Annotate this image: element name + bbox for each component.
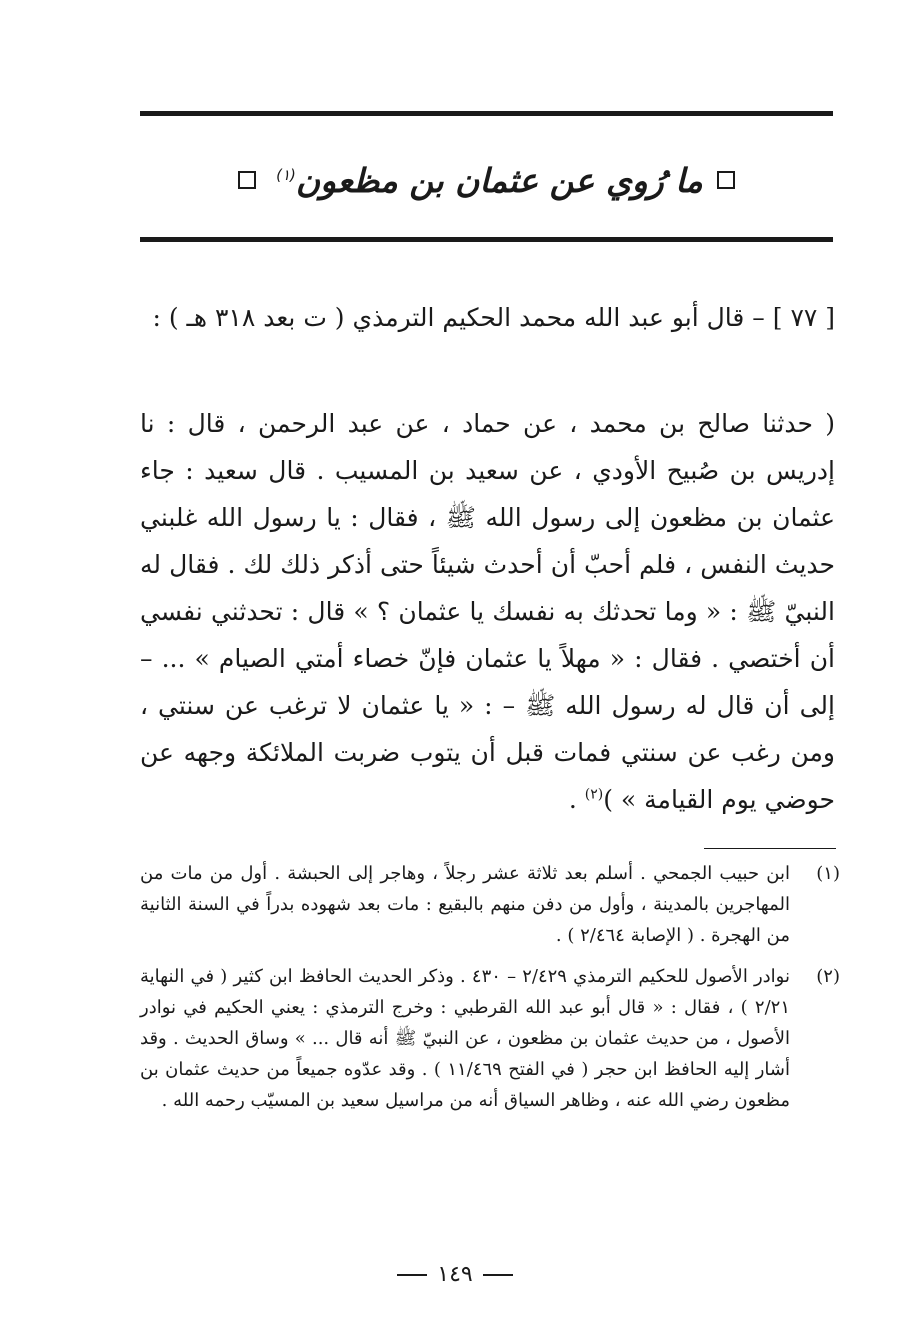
hadith-text	[140, 400, 835, 823]
page-number-text: ١٤٩	[437, 1262, 473, 1287]
footnote-text: نوادر الأصول للحكيم الترمذي ٢/٤٢٩ – ٤٣٠ . وذكر الحديث الحافظ ابن كثير ( في النهاية ٢/٢١ ) ، فقال : « قال أبو عبد الله القرطبي : وخرج الترمذي : يعني الحكيم في نوادر الأصول ، من حديث عثمان بن مظعون ، عن النبيّ ﷺ أنه قال ... » وساق الحديث . وقد أشار إليه الحافظ ابن حجر ( في الفتح ١١/٤٦٩ ) . وقد عدّوه جميعاً من حديث عثمان بن مظعون رضي الله عنه ، وظاهر السياق أنه من مراسيل سعيد بن المسيّب رحمه الله .	[140, 966, 790, 1111]
footnote-text: ابن حبيب الجمحي . أسلم بعد ثلاثة عشر رجلاً ، وهاجر إلى الحبشة . أول من مات من المهاجرين بالمدينة ، وأول من دفن منهم بالبقيع : مات بعد شهوده بدراً في السنة الثانية من الهجرة . ( الإصابة ٢/٤٦٤ ) .	[140, 863, 790, 946]
footnotes	[140, 858, 840, 1126]
title-square-left-icon	[238, 171, 256, 189]
page-number	[0, 1262, 910, 1287]
hadith-footnote-ref: (٢)	[584, 786, 604, 803]
footnote-1	[140, 858, 840, 951]
footnote-2	[140, 961, 840, 1116]
title-square-right-icon	[717, 171, 735, 189]
chapter-title-block	[140, 145, 833, 215]
chapter-title-text: ما رُوي عن عثمان بن مظعون	[295, 160, 703, 200]
chapter-title	[270, 160, 703, 200]
page-number-dash-left	[397, 1274, 427, 1276]
page-number-dash-right	[483, 1274, 513, 1276]
narration-intro-text: [ ٧٧ ] – قال أبو عبد الله محمد الحكيم الترمذي ( ت بعد ٣١٨ هـ ) :	[152, 303, 835, 332]
bottom-rule	[140, 237, 833, 242]
footnote-number: (٢)	[816, 966, 840, 987]
footnote-number: (١)	[816, 863, 840, 884]
top-rule	[140, 111, 833, 116]
hadith-end: .	[568, 785, 585, 814]
hadith-body: ( حدثنا صالح بن محمد ، عن حماد ، عن عبد الرحمن ، قال : نا إدريس بن صُبيح الأودي ، عن سعيد بن المسيب . قال سعيد : جاء عثمان بن مظعون إلى رسول الله ﷺ ، فقال : يا رسول الله غلبني حديث النفس ، فلم أحبّ أن أحدث شيئاً حتى أذكر ذلك لك . فقال له النبيّ ﷺ : « وما تحدثك به نفسك يا عثمان ؟ » قال : تحدثني نفسي أن أختصي . فقال : « مهلاً يا عثمان فإنّ خصاء أمتي الصيام » ... – إلى أن قال له رسول الله ﷺ – : « يا عثمان لا ترغب عن سنتي ، ومن رغب عن سنتي فمات قبل أن يتوب ضربت الملائكة وجهه عن حوضي يوم القيامة » )	[140, 409, 835, 814]
narration-intro	[140, 294, 835, 341]
title-footnote-ref: (١)	[276, 165, 296, 184]
footnote-separator	[704, 848, 836, 849]
